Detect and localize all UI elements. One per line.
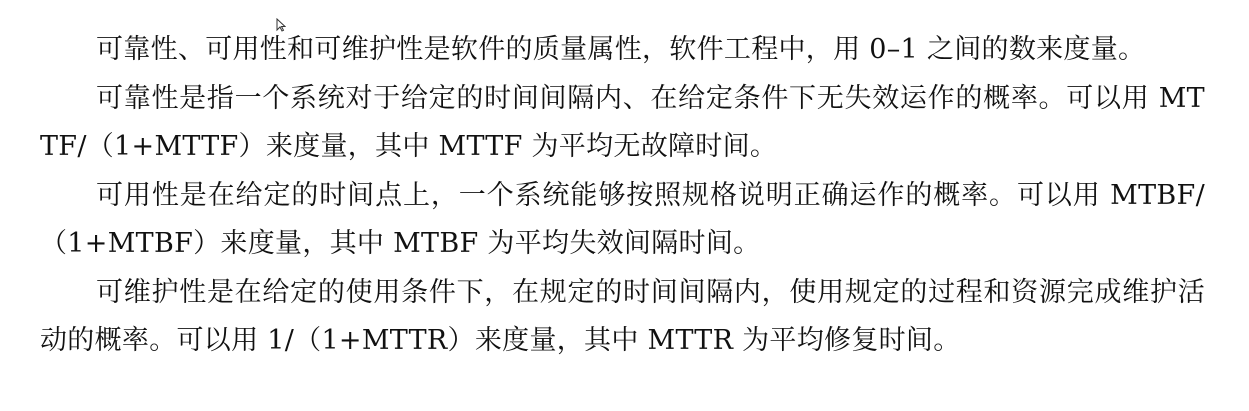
paragraph-maintainability: 可维护性是在给定的使用条件下，在规定的时间间隔内，使用规定的过程和资源完成维护活动的概率。可以用 1/（1+MTTR）来度量，其中 MTTR 为平均修复时间。 xyxy=(40,277,1205,356)
paragraph-reliability: 可靠性是指一个系统对于给定的时间间隔内、在给定条件下无失效运作的概率。可以用 MTTF/（1+MTTF）来度量，其中 MTTF 为平均无故障时间。 xyxy=(40,83,1205,162)
paragraph-quality-attributes: 可靠性、可用性和可维护性是软件的质量属性，软件工程中，用 0–1 之间的数来度量。 xyxy=(96,34,1146,65)
paragraph-availability: 可用性是在给定的时间点上，一个系统能够按照规格说明正确运作的概率。可以用 MTBF/（1+MTBF）来度量，其中 MTBF 为平均失效间隔时间。 xyxy=(40,180,1205,259)
document-body xyxy=(40,26,1205,366)
